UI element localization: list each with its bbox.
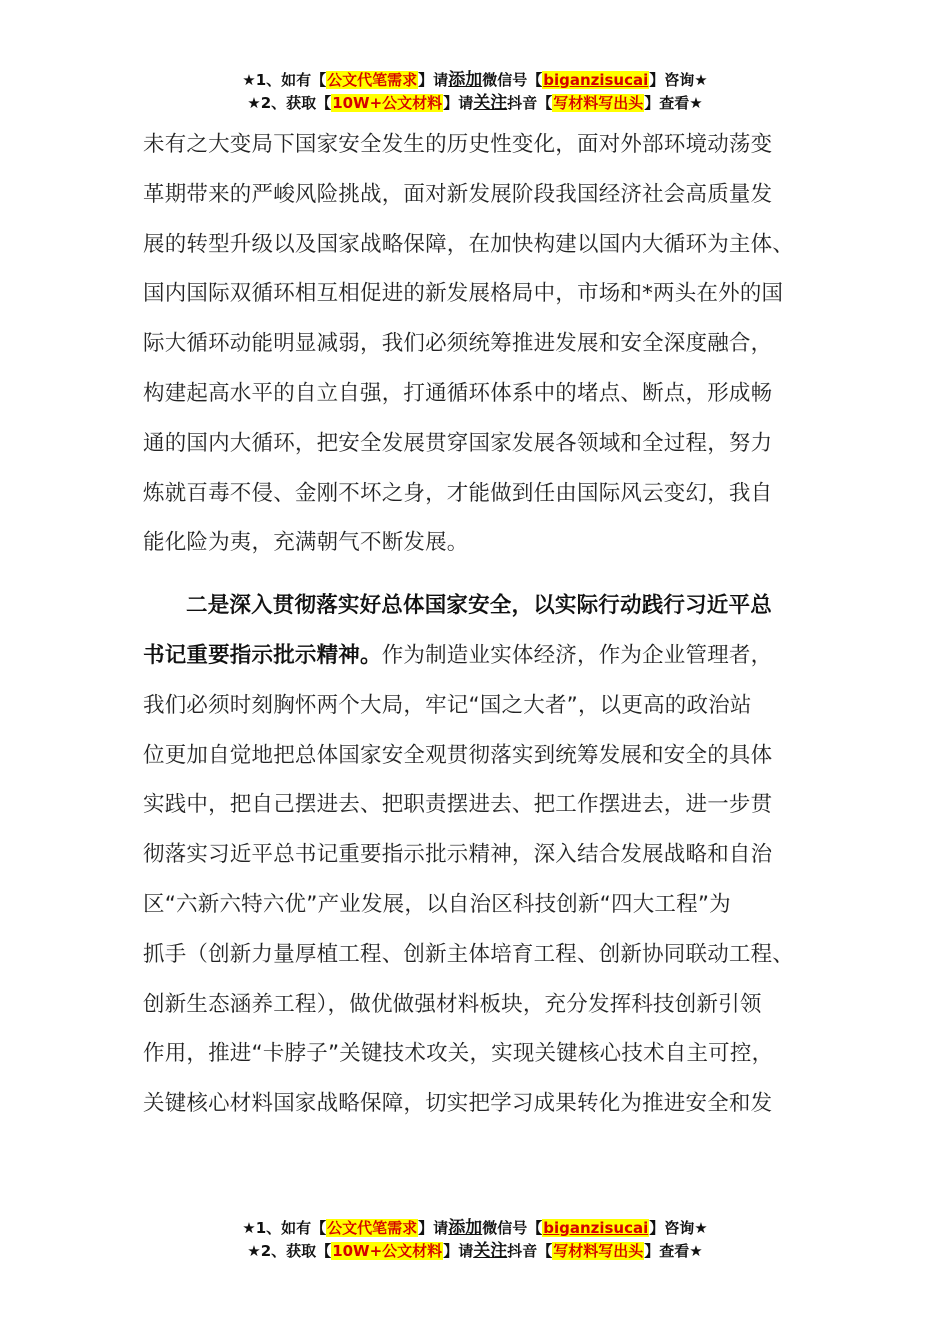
- promo-text: ★1、如有【: [242, 71, 327, 89]
- promo-highlight: 10W+公文材料: [332, 1242, 443, 1260]
- text-line: 能化险为夷，充满朝气不断发展。: [143, 530, 469, 556]
- promo-banner-bottom: [0, 1217, 950, 1263]
- paragraph-spacer: [143, 568, 833, 581]
- text-line: [143, 631, 833, 681]
- wechat-id-link[interactable]: biganzisucai: [543, 1219, 649, 1237]
- promo-highlight: 10W+公文材料: [332, 94, 443, 112]
- promo-highlight: 公文代笔需求: [327, 1219, 418, 1237]
- promo-text: ★1、如有【: [242, 1219, 327, 1237]
- promo-line-2: [0, 1240, 950, 1263]
- promo-text: 】咨询★: [649, 1219, 708, 1237]
- text-line: 彻落实习近平总书记重要指示批示精神，深入结合发展战略和自治: [143, 842, 773, 868]
- text-line: 展的转型升级以及国家战略保障，在加快构建以国内大循环为主体、: [143, 231, 795, 257]
- text-line: 国内国际双循环相互相促进的新发展格局中，市场和*两头在外的国: [143, 281, 784, 307]
- promo-text: 】查看★: [644, 1242, 703, 1260]
- promo-text: 】请: [443, 94, 474, 112]
- text-line: 作用，推进“卡脖子”关键技术攻关，实现关键核心技术自主可控，: [143, 1041, 774, 1067]
- promo-emphasis: 添加: [448, 70, 483, 90]
- text-line: 抓手（创新力量厚植工程、创新主体培育工程、创新协同联动工程、: [143, 941, 795, 967]
- section-heading-cont: 书记重要指示批示精神。: [143, 642, 382, 668]
- promo-line-1: [0, 1217, 950, 1240]
- promo-banner-top: [0, 69, 950, 115]
- text-line: 际大循环动能明显减弱，我们必须统筹推进发展和安全深度融合，: [143, 331, 773, 357]
- douyin-account-highlight: 写材料写出头: [553, 94, 644, 112]
- promo-text: 抖音【: [507, 1242, 553, 1260]
- promo-line-1: [0, 69, 950, 92]
- douyin-account-highlight: 写材料写出头: [553, 1242, 644, 1260]
- promo-text: 微信号【: [482, 71, 543, 89]
- promo-highlight: 公文代笔需求: [327, 71, 418, 89]
- promo-emphasis: 关注: [473, 93, 508, 113]
- paragraph-2: [143, 581, 833, 1129]
- promo-text: 】咨询★: [649, 71, 708, 89]
- text-line: 构建起高水平的自立自强，打通循环体系中的堵点、断点，形成畅: [143, 380, 773, 406]
- document-body: [143, 120, 833, 1129]
- promo-text: ★2、获取【: [247, 1242, 332, 1260]
- promo-text: 】请: [418, 1219, 449, 1237]
- promo-text: 抖音【: [507, 94, 553, 112]
- text-line: 创新生态涵养工程），做优做强材料板块，充分发挥科技创新引领: [143, 991, 762, 1017]
- text-line: 实践中，把自己摆进去、把职责摆进去、把工作摆进去，进一步贯: [143, 792, 773, 818]
- promo-text: ★2、获取【: [247, 94, 332, 112]
- text-line: 区“六新六特六优”产业发展，以自治区科技创新“四大工程”为: [143, 891, 731, 917]
- promo-emphasis: 添加: [448, 1218, 483, 1238]
- promo-text: 微信号【: [482, 1219, 543, 1237]
- promo-emphasis: 关注: [473, 1241, 508, 1261]
- text-line: 未有之大变局下国家安全发生的历史性变化，面对外部环境动荡变: [143, 132, 773, 157]
- text-line: [143, 581, 833, 631]
- text-line: 通的国内大循环，把安全发展贯穿国家发展各领域和全过程，努力: [143, 430, 773, 456]
- promo-line-2: [0, 92, 950, 115]
- line-text: 作为制造业实体经济，作为企业管理者，: [381, 642, 773, 668]
- promo-text: 】请: [443, 1242, 474, 1260]
- wechat-id-link[interactable]: biganzisucai: [543, 71, 649, 89]
- paragraph-1: [143, 120, 833, 568]
- text-line: 炼就百毒不侵、金刚不坏之身，才能做到任由国际风云变幻，我自: [143, 480, 773, 506]
- promo-text: 】请: [418, 71, 449, 89]
- text-line: 关键核心材料国家战略保障，切实把学习成果转化为推进安全和发: [143, 1091, 773, 1117]
- text-line: 位更加自觉地把总体国家安全观贯彻落实到统筹发展和安全的具体: [143, 742, 773, 768]
- text-line: 我们必须时刻胸怀两个大局，牢记“国之大者”，以更高的政治站: [143, 692, 752, 718]
- promo-text: 】查看★: [644, 94, 703, 112]
- section-heading: 二是深入贯彻落实好总体国家安全，以实际行动践行习近平总: [186, 593, 772, 619]
- text-line: 革期带来的严峻风险挑战，面对新发展阶段我国经济社会高质量发: [143, 181, 773, 207]
